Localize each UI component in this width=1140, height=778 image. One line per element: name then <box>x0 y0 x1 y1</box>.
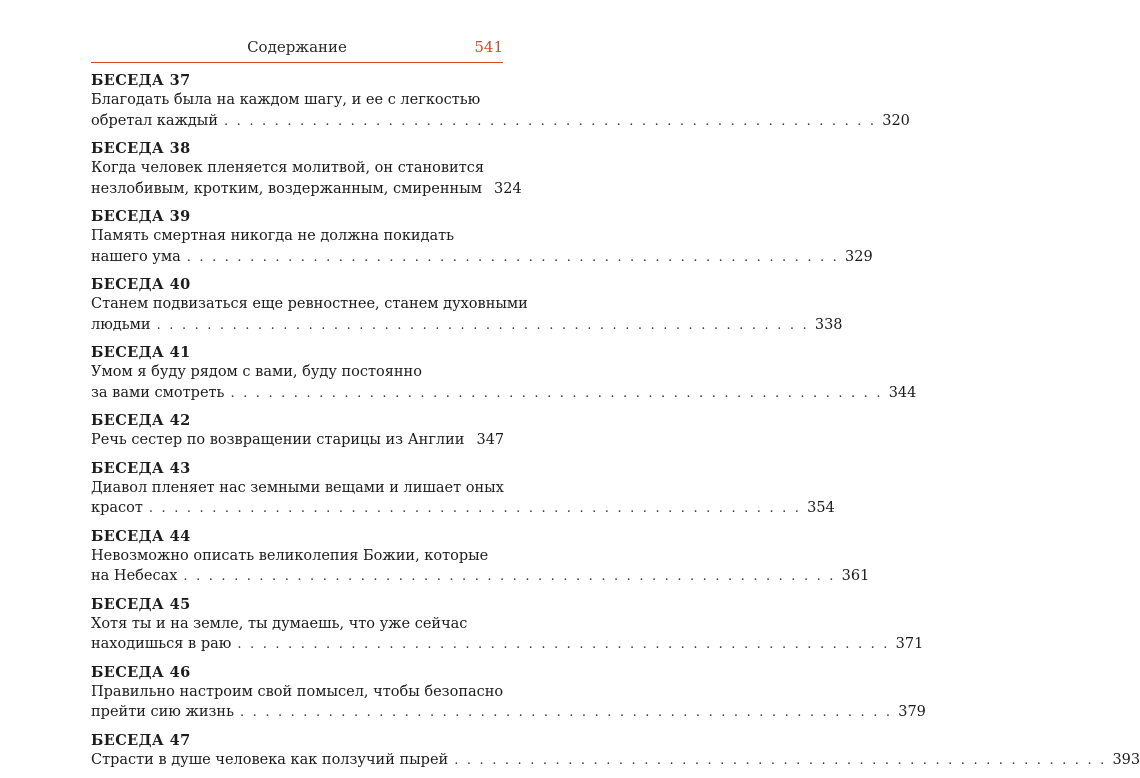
entry-title-line: Невозможно описать великолепия Божии, которые <box>91 547 489 564</box>
entry-page-number: 361 <box>841 568 870 584</box>
entry-title-line: Память смертная никогда не должна покидать <box>91 228 455 244</box>
entry-page-number: 354 <box>807 500 835 516</box>
toc-entry[interactable] <box>91 595 924 655</box>
dot-leader: . . . . . . . . . . . . . . . . . . . . . . . . . . . . . . . . . . . . . . . . . . . . . . . . . . . . <box>224 113 877 129</box>
running-header <box>91 38 503 63</box>
entry-last-line <box>91 111 910 132</box>
entry-title-line: прейти сию жизнь <box>91 704 234 720</box>
entry-title-line: Хотя ты и на земле, ты думаешь, что уже сейчас <box>91 615 468 632</box>
entry-page-number: 379 <box>898 704 926 720</box>
entry-title-line: Благодать была на каждом шагу, и ее с легкостью <box>91 92 481 108</box>
dot-leader: . . . . . . . . . . . . . . . . . . . . . . . . . . . . . . . . . . . . . . . . . . . . . . . . . . . . <box>186 249 839 265</box>
entry-heading: БЕСЕДА 38 <box>91 140 191 157</box>
entry-page-number: 347 <box>476 432 505 448</box>
entry-title-line: Речь сестер по возвращении старицы из Англии <box>91 432 465 448</box>
entry-heading: БЕСЕДА 43 <box>91 459 191 477</box>
dot-leader: . . . . . . . . . . . . . . . . . . . . . . . . . . . . . . . . . . . . . . . . . . . . . . . . . . . . <box>454 752 1107 768</box>
toc-entry[interactable] <box>91 343 917 403</box>
entry-title-line: Когда человек пленяется молитвой, он становится <box>91 160 484 176</box>
entry-title-line: обретал каждый <box>91 112 218 129</box>
entry-heading: БЕСЕДА 41 <box>91 344 191 361</box>
entry-heading: БЕСЕДА 46 <box>91 663 191 681</box>
header-title: Содержание <box>247 38 347 56</box>
toc-entry[interactable] <box>91 275 843 335</box>
entry-last-line <box>91 383 917 404</box>
entry-last-line <box>91 634 924 655</box>
entry-last-line <box>91 247 873 268</box>
dot-leader: . . . . . . . . . . . . . . . . . . . . . . . . . . . . . . . . . . . . . . . . . . . . . . . . . . . . <box>148 501 802 516</box>
entry-last-line <box>91 430 503 451</box>
entry-title-line: за вами смотреть <box>91 384 225 401</box>
entry-heading: БЕСЕДА 37 <box>91 72 191 89</box>
toc-entry[interactable] <box>91 71 910 131</box>
toc-entry[interactable] <box>91 731 1140 771</box>
entry-heading: БЕСЕДА 40 <box>91 276 191 293</box>
entry-page-number: 320 <box>882 112 910 129</box>
entry-title-line: Правильно настроим свой помысел, чтобы безопасно <box>91 683 504 700</box>
entry-title-line: нашего ума <box>91 248 181 265</box>
entry-heading: БЕСЕДА 45 <box>91 595 191 613</box>
entry-last-line <box>91 179 522 200</box>
entry-heading: БЕСЕДА 47 <box>91 731 191 749</box>
entry-title-line: Станем подвизаться еще ревностнее, станем духовными <box>91 296 528 312</box>
toc-entry[interactable] <box>91 527 870 587</box>
entry-page-number: 393 <box>1112 751 1140 768</box>
entry-title-line: Страсти в душе человека как ползучий пырей <box>91 751 449 768</box>
entry-last-line <box>91 566 870 587</box>
toc-entry[interactable] <box>91 139 522 199</box>
entry-heading: БЕСЕДА 42 <box>91 412 191 429</box>
entry-last-line <box>91 750 1140 771</box>
page-number: 541 <box>474 38 503 56</box>
dot-leader: . . . . . . . . . . . . . . . . . . . . . . . . . . . . . . . . . . . . . . . . . . . . . . . . . . . . <box>156 317 809 333</box>
entry-page-number: 371 <box>895 636 924 652</box>
dot-leader: . . . . . . . . . . . . . . . . . . . . . . . . . . . . . . . . . . . . . . . . . . . . . . . . . . . . <box>183 569 836 584</box>
entry-page-number: 344 <box>888 384 917 401</box>
toc-entry[interactable] <box>91 207 873 267</box>
toc-entry[interactable] <box>91 459 835 519</box>
entry-title-line: красот <box>91 500 143 516</box>
entry-title-line: на Небесах <box>91 568 178 584</box>
entry-page-number: 324 <box>494 180 522 197</box>
toc-entry[interactable] <box>91 411 503 451</box>
entry-heading: БЕСЕДА 44 <box>91 527 191 545</box>
entry-last-line <box>91 702 926 723</box>
entry-title-line: людьми <box>91 316 151 333</box>
table-of-contents <box>91 71 1140 778</box>
entry-heading: БЕСЕДА 39 <box>91 208 191 225</box>
entry-last-line <box>91 315 843 336</box>
toc-entry[interactable] <box>91 663 926 723</box>
entry-page-number: 338 <box>814 316 843 333</box>
entry-title-line: Диавол пленяет нас земными вещами и лишает оных <box>91 479 504 496</box>
entry-page-number: 329 <box>845 248 873 265</box>
entry-last-line <box>91 498 835 519</box>
entry-title-line: незлобивым, кротким, воздержанным, смиренным <box>91 180 483 197</box>
dot-leader: . . . . . . . . . . . . . . . . . . . . . . . . . . . . . . . . . . . . . . . . . . . . . . . . . . . . <box>237 637 890 652</box>
entry-title-line: Умом я буду рядом с вами, буду постоянно <box>91 364 422 380</box>
dot-leader: . . . . . . . . . . . . . . . . . . . . . . . . . . . . . . . . . . . . . . . . . . . . . . . . . . . . <box>239 705 893 720</box>
entry-title-line: находишься в раю <box>91 636 232 652</box>
dot-leader: . . . . . . . . . . . . . . . . . . . . . . . . . . . . . . . . . . . . . . . . . . . . . . . . . . . . <box>230 385 883 401</box>
